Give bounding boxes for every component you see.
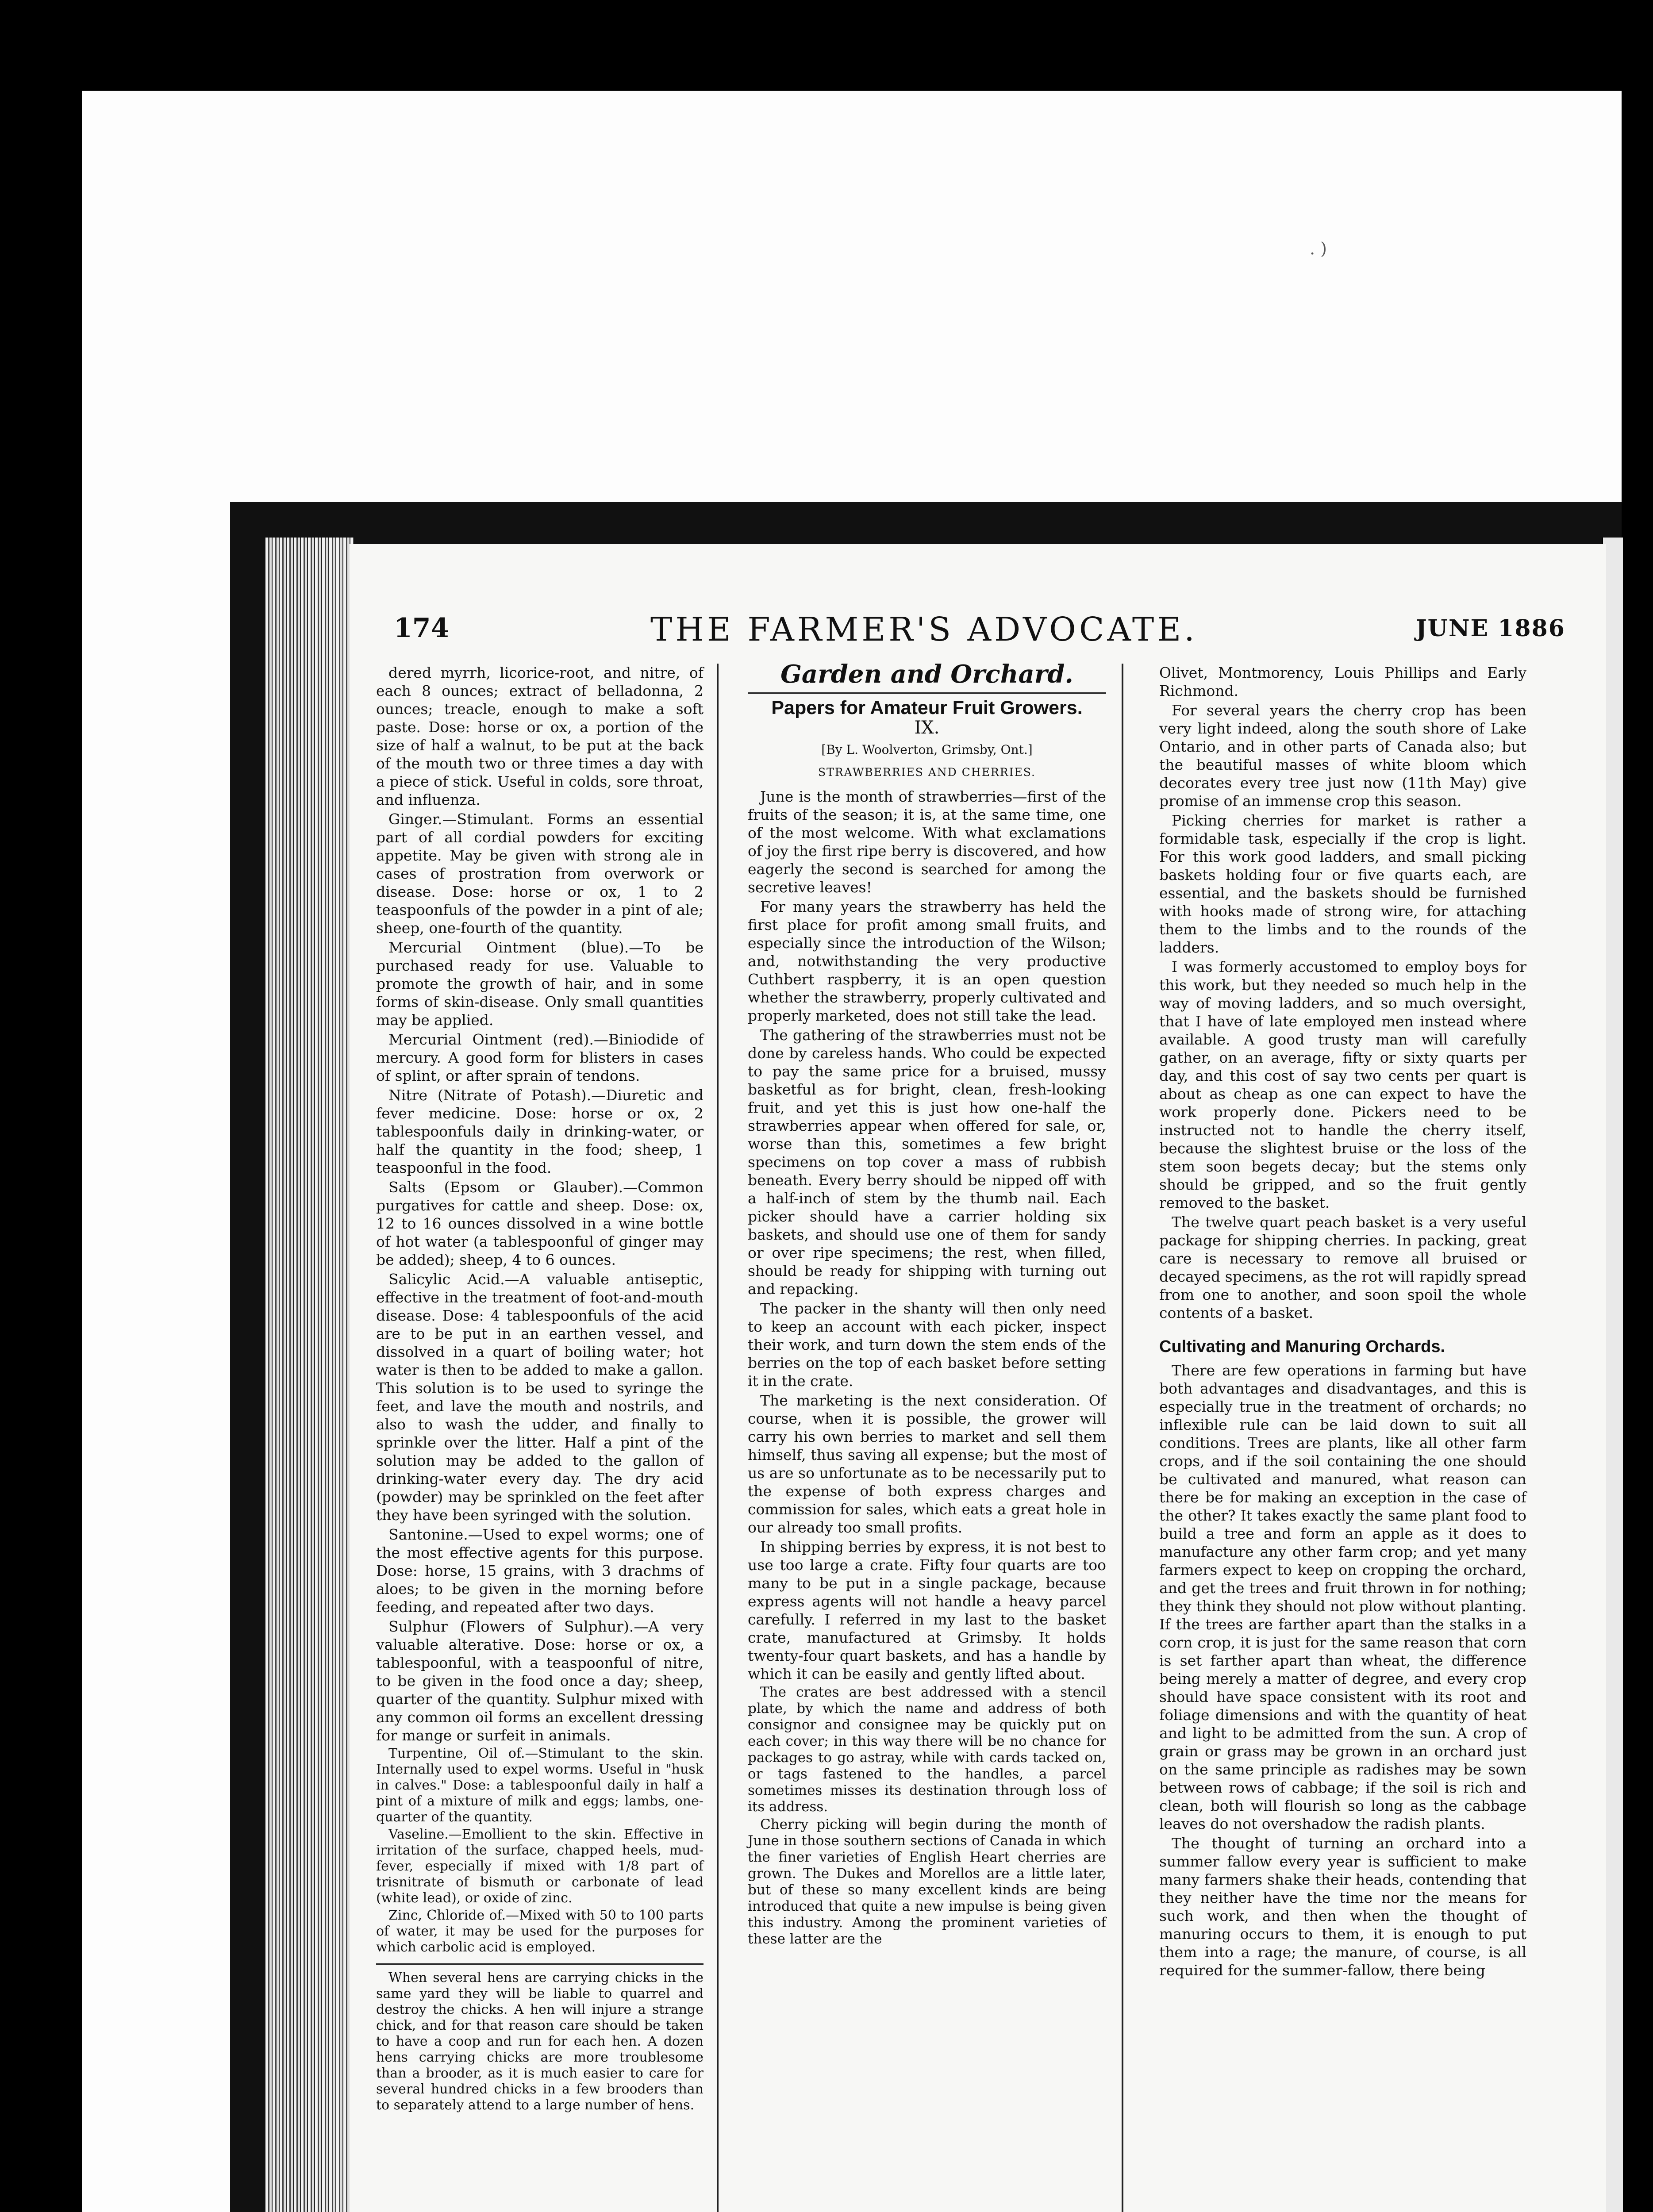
paragraph: There are few operations in farming but have both advantages and disadvantages, and this is especially true in the treatment of orchards; no inflexible rule can be laid down to suit all conditions. Trees are plants, like all other farm crops, and if the soil containing the one should be cultivated and manured, what reason can there be for making an exception in the case of the other? It takes exactly the same plant food to build a tree and form an apple as it does to manufacture any other farm crop; and yet many farmers expect to keep on cropping the orchard, and get the trees and fruit thrown in for nothing; they think they should not plow without planting. If the trees are farther apart than the stalks in a corn crop, it is just for the same reason that corn is set farther apart than wheat, the difference being merely a matter of degree, and every crop should have space consistent with its root and foliage dimensions and with the quantity of heat and light to be admitted from the sun. A crop of grain or grass may be grown in an orchard just on the same principle as radishes may be sown between rows of cabbage; if the soil is rich and clean, both will flourish so long as the cabbage leaves do not overshadow the radish plants.: [1159, 1362, 1526, 1832]
paragraph: The gathering of the strawberries must not be done by careless hands. Who could be expected to pay the same price for a bruised, mussy basketful as for bright, clean, fresh-looking fruit, and yet this is just how one-half the strawberries appear when offered for sale, or, worse than this, sometimes a few bright specimens on top cover a mass of rubbish beneath. Every berry should be nipped off with a half-inch of stem by the thumb nail. Each picker should have a carrier holding six baskets, and should use one of them for sandy or over ripe specimens; the rest, when filled, should be ready for shipping with turning out and repacking.: [748, 1026, 1106, 1298]
paragraph: Nitre (Nitrate of Potash).—Diuretic and fever medicine. Dose: horse or ox, 2 tablespoonfuls daily in drinking-water, or half the quantity in the food; sheep, 1 teaspoonful in the food.: [376, 1087, 703, 1176]
paragraph: Sulphur (Flowers of Sulphur).—A very valuable alterative. Dose: horse or ox, a tablespoonful, with a teaspoonful of nitre, to be given in the food once a day; sheep, quarter of the quantity. Sulphur mixed with any common oil forms an excellent dressing for mange or surfeit in animals.: [376, 1618, 703, 1744]
column-veterinary: [376, 664, 703, 2115]
divider: [748, 692, 1106, 694]
paragraph: Mercurial Ointment (blue).—To be purchased ready for use. Valuable to promote the growth of hair, and in some forms of skin-disease. Only small quantities may be applied.: [376, 939, 703, 1029]
paragraph: Turpentine, Oil of.—Stimulant to the skin. Internally used to expel worms. Useful in "husk in calves." Dose: a tablespoonful daily in half a pint of a mixture of milk and eggs; lambs, one-quarter of the quantity.: [376, 1746, 703, 1825]
page-header: [376, 611, 1615, 659]
byline: [By L. Woolverton, Grimsby, Ont.]: [821, 742, 1033, 757]
paragraph: Ginger.—Stimulant. Forms an essential part of all cordial powders for exciting appetite. May be given with strong ale in cases of prostration from overwork or disease. Dose: horse or ox, 1 to 2 teaspoonfuls of the powder in a pint of ale; sheep, one-fourth of the quantity.: [376, 810, 703, 937]
fine-print-block: [376, 1970, 703, 2113]
section-title: Garden and Orchard.: [780, 660, 1073, 689]
paragraph: The marketing is the next consideration. Of course, when it is possible, the grower will carry his own berries to market and sell them himself, thus saving all expense; but the most of us are so unfortunate as to be necessarily put to the expense of both express charges and commission for sales, which eats a great hole in our already too small profits.: [748, 1392, 1106, 1536]
paragraph: Santonine.—Used to expel worms; one of the most effective agents for this purpose. Dose: horse, 15 grains, with 3 drachms of aloes; to be given in the morning before feeding, and repeated after two days.: [376, 1526, 703, 1616]
fine-print-block: [748, 1684, 1106, 1947]
newspaper-page: [350, 544, 1606, 2212]
masthead: THE FARMER'S ADVOCATE.: [650, 611, 1198, 649]
column-rule: [717, 664, 719, 2212]
page-number: 174: [394, 613, 450, 644]
column-cherries: [1159, 664, 1526, 1981]
paragraph: The packer in the shanty will then only need to keep an account with each picker, inspect their work, and turn down the stem ends of the berries on the top of each basket before setting it in the crate.: [748, 1300, 1106, 1390]
article-title: Cultivating and Manuring Orchards.: [1159, 1337, 1445, 1356]
paragraph: I was formerly accustomed to employ boys for this work, but they needed so much help in the way of moving ladders, and so much oversight, that I have of late employed men instead where available. A good trusty man will carefully gather, on an average, fifty or sixty quarts per day, and this cost of say two cents per quart is about as cheap as one can expect to have the work properly done. Pickers need to be instructed not to handle the cherry itself, because the slightest bruise or the loss of the stem soon begets decay; but the stems only should be gripped, and so the fruit gently removed to the basket.: [1159, 958, 1526, 1211]
paragraph: The crates are best addressed with a stencil plate, by which the name and address of both consignor and consignee may be quickly put on each cover; in this way there will be no chance for packages to go astray, while with cards tacked on, or tags fastened to the handles, a parcel sometimes misses its destination through loss of its address.: [748, 1684, 1106, 1815]
subhead: STRAWBERRIES AND CHERRIES.: [818, 766, 1036, 779]
paragraph: The twelve quart peach basket is a very useful package for shipping cherries. In packing, great care is necessary to remove all bruised or decayed specimens, as the rot will rapidly spread from one to another, and soon spoil the whole contents of a basket.: [1159, 1214, 1526, 1321]
paragraph: The thought of turning an orchard into a summer fallow every year is sufficient to make many farmers shake their heads, contending that they neither have the time nor the means for such work, and then when the thought of manuring occurs to them, it is enough to put them into a rage; the manure, of course, is all required for the summer-fallow, there being: [1159, 1835, 1526, 1979]
paragraph: Zinc, Chloride of.—Mixed with 50 to 100 parts of water, it may be used for the purposes for which carbolic acid is employed.: [376, 1908, 703, 1955]
scan-artifact: . ): [1310, 239, 1327, 258]
issue-date: JUNE 1886: [1416, 615, 1565, 642]
paragraph: In shipping berries by express, it is not best to use too large a crate. Fifty four quarts are too many to be put in a single package, because express agents will not handle a heavy parcel carefully. I referred in my last to the basket crate, manufactured at Grimsby. It holds twenty-four quart baskets, and has a handle by which it can be easily and gently lifted about.: [748, 1538, 1106, 1682]
paragraph: For several years the cherry crop has been very light indeed, along the south shore of Lake Ontario, and in other parts of Canada also; but the beautiful masses of white bloom which decorates every tree just now (11th May) give promise of an immense crop this season.: [1159, 702, 1526, 810]
paragraph: Salicylic Acid.—A valuable antiseptic, effective in the treatment of foot-and-mouth disease. Dose: 4 tablespoonfuls of the acid are to be put in an earthen vessel, and dissolved in a quart of boiling water; hot water is then to be added to make a gallon. This solution is to be used to syringe the feet, and lave the mouth and nostrils, and also to wash the udder, and finally to sprinkle over the litter. Half a pint of the solution may be added to the gallon of drinking-water every day. The dry acid (powder) may be sprinkled on the feet after they have been syringed with the solution.: [376, 1271, 703, 1524]
paragraph: Vaseline.—Emollient to the skin. Effective in irritation of the surface, chapped heels, mud-fever, especially if mixed with 1/8 part of trisnitrate of bismuth or carbonate of lead (white lead), or oxide of zinc.: [376, 1827, 703, 1906]
article-title: Papers for Amateur Fruit Growers.: [771, 697, 1083, 718]
page-edges-left: [265, 538, 354, 2212]
paragraph-hens: When several hens are carrying chicks in the same yard they will be liable to quarrel and destroy the chicks. A hen will injure a strange chick, and for that reason care should be taken to have a coop and run for each hen. A dozen hens carrying chicks are more troublesome than a brooder, as it is much easier to care for several hundred chicks in a few brooders than to separately attend to a large number of hens.: [376, 1970, 703, 2113]
divider: [376, 1963, 703, 1965]
paragraph: Salts (Epsom or Glauber).—Common purgatives for cattle and sheep. Dose: ox, 12 to 16 ounces dissolved in a wine bottle of hot water (a tablespoonful of ginger may be added); sheep, 4 to 6 ounces.: [376, 1179, 703, 1268]
fine-print-block: [376, 1746, 703, 1955]
paragraph: Cherry picking will begin during the month of June in those southern sections of Canada in which the finer varieties of English Heart cherries are grown. The Dukes and Morellos are a little later, but of these so many excellent kinds are being introduced that quite a new impulse is being given this industry. Among the prominent varieties of these latter are the: [748, 1816, 1106, 1947]
paragraph: For many years the strawberry has held the first place for profit among small fruits, and especially since the introduction of the Wilson; and, notwithstanding the very productive Cuthbert raspberry, it is an open question whether the strawberry, properly cultivated and properly marketed, does not still take the lead.: [748, 898, 1106, 1024]
column-rule: [1122, 664, 1123, 2212]
paragraph: June is the month of strawberries—first of the fruits of the season; it is, at the same time, one of the most welcome. With what exclamations of joy the first ripe berry is discovered, and how eagerly the second is searched for among the secretive leaves!: [748, 788, 1106, 896]
column-garden: [748, 660, 1106, 1949]
paragraph: Picking cherries for market is rather a formidable task, especially if the crop is light. For this work good ladders, and small picking baskets holding four or five quarts each, are essential, and the baskets should be furnished with hooks made of strong wire, for attaching them to the limbs and to the rounds of the ladders.: [1159, 812, 1526, 956]
article-number: IX.: [914, 718, 940, 738]
paragraph: Olivet, Montmorency, Louis Phillips and Early Richmond.: [1159, 664, 1526, 699]
paragraph: dered myrrh, licorice-root, and nitre, of each 8 ounces; extract of belladonna, 2 ounces; treacle, enough to make a soft paste. Dose: horse or ox, a portion of the size of half a walnut, to be put at the back of the mouth two or three times a day with a piece of stick. Useful in colds, sore throat, and influenza.: [376, 664, 703, 808]
paragraph: Mercurial Ointment (red).—Biniodide of mercury. A good form for blisters in cases of splint, or after sprain of tendons.: [376, 1031, 703, 1084]
